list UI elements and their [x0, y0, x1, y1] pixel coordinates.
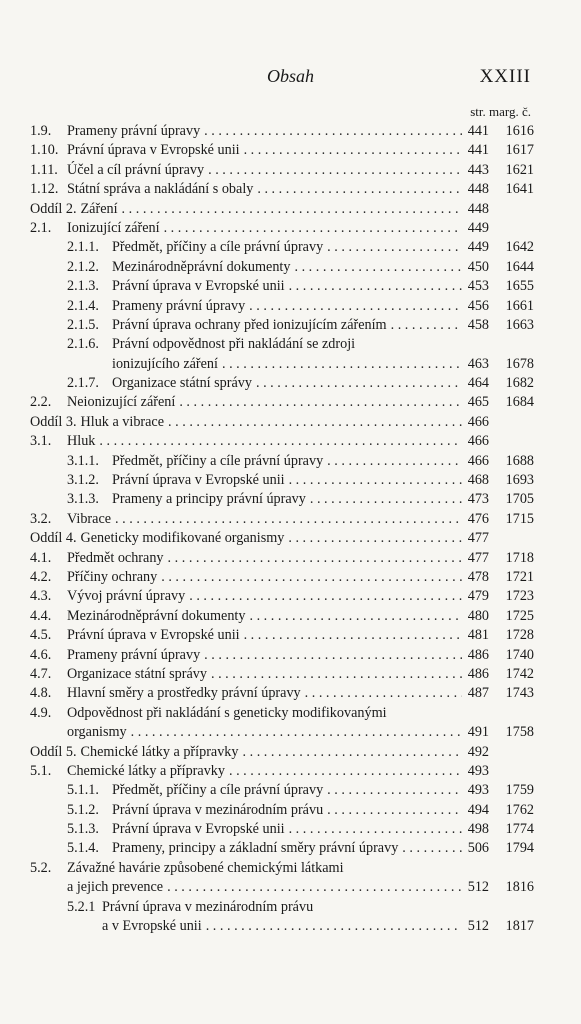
- dot-leader: [122, 200, 462, 219]
- toc-entry-title: Organizace státní správy: [67, 665, 207, 682]
- toc-entry-page: 465: [467, 394, 489, 411]
- dot-leader: [99, 432, 462, 451]
- toc-entry-margin-number: 1742: [505, 665, 534, 682]
- toc-entry-number: 4.9.: [30, 704, 52, 721]
- toc-entry: [30, 335, 534, 354]
- toc-entry-number: 3.1.3.: [67, 491, 99, 508]
- toc-entry: [30, 393, 534, 412]
- toc-entry: [30, 316, 534, 335]
- toc-entry-title: a v Evropské unii: [102, 918, 202, 935]
- toc-entry-title: ionizujícího záření: [112, 355, 218, 372]
- toc-entry-title: Příčiny ochrany: [67, 568, 158, 585]
- toc-entry-number: 1.12.: [30, 181, 59, 198]
- toc-entry: [30, 917, 534, 936]
- toc-entry-number: 2.2.: [30, 394, 52, 411]
- toc-entry-title: Právní úprava v Evropské unii: [112, 278, 285, 295]
- toc-entry-margin-number: 1718: [505, 549, 534, 566]
- toc-entry: [30, 607, 534, 626]
- dot-leader: [327, 781, 462, 800]
- toc-entry: [30, 490, 534, 509]
- toc-entry-page: 441: [467, 123, 489, 139]
- toc-entry-page: 493: [467, 782, 489, 799]
- toc-entry-number: 5.1.1.: [67, 782, 99, 799]
- dot-leader: [244, 626, 462, 645]
- toc-entry-page: 466: [467, 452, 489, 469]
- toc-entry: [30, 161, 534, 180]
- toc-entry: [30, 529, 534, 548]
- toc-entry-title: Právní úprava v Evropské unii: [67, 142, 240, 159]
- dot-leader: [402, 839, 462, 858]
- toc-entry-number: 4.7.: [30, 665, 52, 682]
- toc-entry-page: 476: [467, 510, 489, 527]
- toc-entry-page: 468: [467, 472, 489, 489]
- toc-entry-number: 2.1.4.: [67, 297, 99, 314]
- toc-entry-margin-number: 1743: [505, 685, 534, 702]
- toc-entry-number: Oddíl 3.: [30, 413, 77, 430]
- toc-entry-number: 4.5.: [30, 627, 52, 644]
- toc-entry-title: Záření: [80, 200, 118, 217]
- toc-entry-title: Chemické látky a přípravky: [67, 762, 225, 779]
- toc-entry-number: Oddíl 5.: [30, 743, 77, 760]
- toc-entry-number: 5.2.: [30, 859, 52, 876]
- toc-entry-margin-number: 1616: [505, 123, 534, 139]
- toc-entry-margin-number: 1728: [505, 627, 534, 644]
- toc-entry-title: Předmět, příčiny a cíle právní úpravy: [112, 452, 324, 469]
- toc-entry-title: Chemické látky a přípravky: [80, 743, 239, 760]
- toc-entry-margin-number: 1723: [505, 588, 534, 605]
- toc-entry-number: 2.1.: [30, 219, 52, 236]
- toc-entry-margin-number: 1758: [505, 724, 534, 741]
- toc-entry-number: 3.1.: [30, 433, 52, 450]
- toc-entry-margin-number: 1794: [505, 840, 534, 857]
- toc-entry-page: 473: [467, 491, 489, 508]
- toc-entry-number: 4.4.: [30, 607, 52, 624]
- toc-entry-title: Právní úprava v Evropské unii: [112, 821, 285, 838]
- page-number: XXIII: [479, 66, 531, 87]
- toc-entry-page: 463: [467, 355, 489, 372]
- toc-entry: [30, 781, 534, 800]
- toc-entry-number: 2.1.2.: [67, 258, 99, 275]
- toc-entry-page: 456: [467, 297, 489, 314]
- toc-entry-number: 2.1.7.: [67, 375, 99, 392]
- toc-entry: [30, 122, 534, 141]
- toc-entry-number: 4.6.: [30, 646, 52, 663]
- toc-entry: [30, 568, 534, 587]
- toc-entry-title: Vibrace: [67, 510, 112, 527]
- toc-entry-title: Právní úprava v Evropské unii: [112, 472, 285, 489]
- toc-entry: [30, 413, 534, 432]
- dot-leader: [289, 820, 462, 839]
- toc-entry-number: 1.10.: [30, 142, 59, 159]
- toc-entry-page: 486: [467, 665, 489, 682]
- toc-entry-title: Státní správa a nakládání s obaly: [67, 181, 254, 198]
- toc-entry-title: Prameny, principy a základní směry právní úpravy: [112, 840, 399, 857]
- toc-entry: [30, 898, 534, 917]
- toc-entry: [30, 859, 534, 878]
- toc-entry-page: 448: [467, 200, 489, 217]
- dot-leader: [206, 917, 462, 936]
- dot-leader: [327, 238, 462, 257]
- toc-entry-number: 2.1.6.: [67, 336, 99, 353]
- toc-entry-page: 487: [467, 685, 489, 702]
- toc-entry-page: 479: [467, 588, 489, 605]
- dot-leader: [161, 568, 462, 587]
- toc-entry: [30, 549, 534, 568]
- toc-entry-number: 1.9.: [30, 123, 52, 139]
- toc-entry-title: Vývoj právní úpravy: [67, 588, 186, 605]
- toc-entry-margin-number: 1705: [505, 491, 534, 508]
- toc-entry-number: 4.1.: [30, 549, 52, 566]
- toc-entry: [30, 180, 534, 199]
- toc-entry-title: Právní úprava ochrany před ionizujícím zářením: [112, 316, 387, 333]
- toc-entry-page: 492: [467, 743, 489, 760]
- dot-leader: [204, 122, 462, 141]
- toc-entry-margin-number: 1661: [505, 297, 534, 314]
- toc-entry: [30, 587, 534, 606]
- dot-leader: [244, 141, 462, 160]
- toc-entry: [30, 704, 534, 723]
- toc-entry-margin-number: 1721: [505, 568, 534, 585]
- toc-entry-title: Prameny a principy právní úpravy: [112, 491, 306, 508]
- dot-leader: [131, 723, 462, 742]
- toc-entry-page: 448: [467, 181, 489, 198]
- dot-leader: [229, 762, 462, 781]
- toc-entry-page: 494: [467, 801, 489, 818]
- toc-entry-margin-number: 1644: [505, 258, 534, 275]
- dot-leader: [327, 801, 462, 820]
- dot-leader: [305, 684, 462, 703]
- toc-entry-title: Právní úprava v mezinárodním právu: [112, 801, 324, 818]
- toc-entry-margin-number: 1715: [505, 510, 534, 527]
- toc-entry-margin-number: 1816: [505, 879, 534, 896]
- toc-entry-number: 5.1.: [30, 762, 52, 779]
- toc-entry-number: 4.8.: [30, 685, 52, 702]
- toc-entry: [30, 471, 534, 490]
- dot-leader: [289, 277, 462, 296]
- dot-leader: [243, 743, 463, 762]
- toc-entry-number: 3.2.: [30, 510, 52, 527]
- toc-entry-page: 480: [467, 607, 489, 624]
- toc-entry: [30, 626, 534, 645]
- toc-entry: [30, 374, 534, 393]
- toc-entry-page: 506: [467, 840, 489, 857]
- toc-entry-margin-number: 1817: [505, 918, 534, 935]
- dot-leader: [249, 607, 462, 626]
- toc-entry-title: Předmět, příčiny a cíle právní úpravy: [112, 239, 324, 256]
- dot-leader: [211, 665, 462, 684]
- toc-entry-margin-number: 1693: [505, 472, 534, 489]
- toc-entry-page: 478: [467, 568, 489, 585]
- dot-leader: [179, 393, 462, 412]
- toc-entry: [30, 238, 534, 257]
- dot-leader: [257, 180, 462, 199]
- toc-entry: [30, 723, 534, 742]
- toc-entry: [30, 878, 534, 897]
- toc-entry-page: 466: [467, 433, 489, 450]
- toc-entry: [30, 839, 534, 858]
- dot-leader: [249, 297, 462, 316]
- dot-leader: [310, 490, 462, 509]
- toc-entry-margin-number: 1762: [505, 801, 534, 818]
- toc-entry-number: 2.1.3.: [67, 278, 99, 295]
- toc-entry-page: 441: [467, 142, 489, 159]
- toc-entry-number: 3.1.2.: [67, 472, 99, 489]
- toc-entry-title: Účel a cíl právní úpravy: [67, 161, 205, 178]
- dot-leader: [256, 374, 462, 393]
- toc-entry: [30, 665, 534, 684]
- table-of-contents: [30, 122, 534, 936]
- dot-leader: [167, 878, 462, 897]
- toc-entry-title: Mezinárodněprávní dokumenty: [112, 258, 291, 275]
- toc-entry-page: 464: [467, 375, 489, 392]
- toc-entry-title: Mezinárodněprávní dokumenty: [67, 607, 246, 624]
- toc-entry-number: 2.1.5.: [67, 316, 99, 333]
- toc-entry-title: Prameny právní úpravy: [112, 297, 246, 314]
- toc-entry-page: 477: [467, 530, 489, 547]
- toc-entry-number: 5.1.3.: [67, 821, 99, 838]
- toc-entry: [30, 510, 534, 529]
- toc-entry-page: 443: [467, 161, 489, 178]
- toc-entry-page: 486: [467, 646, 489, 663]
- toc-entry: [30, 141, 534, 160]
- toc-entry: [30, 258, 534, 277]
- dot-leader: [204, 646, 462, 665]
- toc-entry-page: 450: [467, 258, 489, 275]
- toc-entry-number: Oddíl 2.: [30, 200, 77, 217]
- dot-leader: [115, 510, 462, 529]
- toc-entry: [30, 743, 534, 762]
- dot-leader: [222, 355, 462, 374]
- toc-entry-title: Závažné havárie způsobené chemickými látkami: [67, 859, 344, 876]
- toc-entry-margin-number: 1663: [505, 316, 534, 333]
- toc-entry-margin-number: 1617: [505, 142, 534, 159]
- toc-entry: [30, 452, 534, 471]
- toc-entry-page: 453: [467, 278, 489, 295]
- toc-entry: [30, 820, 534, 839]
- toc-entry-title: a jejich prevence: [67, 879, 164, 896]
- toc-entry: [30, 297, 534, 316]
- toc-entry-page: 449: [467, 239, 489, 256]
- toc-entry: [30, 200, 534, 219]
- toc-entry-margin-number: 1759: [505, 782, 534, 799]
- toc-entry-title: Hluk a vibrace: [80, 413, 165, 430]
- toc-entry-margin-number: 1688: [505, 452, 534, 469]
- toc-entry-number: 5.1.2.: [67, 801, 99, 818]
- toc-entry-title: Neionizující záření: [67, 394, 176, 411]
- toc-entry-margin-number: 1774: [505, 821, 534, 838]
- toc-entry: [30, 762, 534, 781]
- toc-entry-number: 1.11.: [30, 161, 58, 178]
- toc-entry-margin-number: 1642: [505, 239, 534, 256]
- toc-entry-number: 4.2.: [30, 568, 52, 585]
- toc-entry-page: 512: [467, 918, 489, 935]
- toc-entry-margin-number: 1684: [505, 394, 534, 411]
- toc-entry-title: Ionizující záření: [67, 219, 160, 236]
- toc-entry: [30, 684, 534, 703]
- toc-entry-page: 512: [467, 879, 489, 896]
- toc-entry-page: 481: [467, 627, 489, 644]
- dot-leader: [189, 587, 462, 606]
- toc-entry-page: 477: [467, 549, 489, 566]
- toc-entry: [30, 432, 534, 451]
- dot-leader: [289, 471, 462, 490]
- dot-leader: [164, 219, 462, 238]
- dot-leader: [168, 413, 462, 432]
- toc-entry-number: Oddíl 4.: [30, 530, 77, 547]
- toc-entry-title: Organizace státní správy: [112, 375, 252, 392]
- toc-entry-margin-number: 1682: [505, 375, 534, 392]
- toc-entry-title: Odpovědnost při nakládání s geneticky modifikovanými: [67, 704, 387, 721]
- toc-entry-number: 4.3.: [30, 588, 52, 605]
- toc-entry-page: 493: [467, 762, 489, 779]
- toc-entry-margin-number: 1678: [505, 355, 534, 372]
- toc-entry-title: Prameny právní úpravy: [67, 123, 201, 139]
- toc-entry-title: Předmět, příčiny a cíle právní úpravy: [112, 782, 324, 799]
- dot-leader: [391, 316, 462, 335]
- toc-entry-number: 3.1.1.: [67, 452, 99, 469]
- toc-entry: [30, 646, 534, 665]
- toc-entry-page: 449: [467, 219, 489, 236]
- toc-entry-page: 491: [467, 724, 489, 741]
- dot-leader: [208, 161, 462, 180]
- toc-entry-page: 458: [467, 316, 489, 333]
- toc-entry-margin-number: 1621: [505, 161, 534, 178]
- toc-entry-number: 5.1.4.: [67, 840, 99, 857]
- toc-entry-title: Předmět ochrany: [67, 549, 164, 566]
- toc-entry-title: Hluk: [67, 433, 96, 450]
- column-header: str. marg. č.: [470, 104, 531, 119]
- toc-entry-page: 466: [467, 413, 489, 430]
- toc-entry-title: Prameny právní úpravy: [67, 646, 201, 663]
- toc-entry-title: Právní úprava v mezinárodním právu: [102, 898, 314, 915]
- page-title: Obsah: [266, 66, 314, 86]
- dot-leader: [327, 452, 462, 471]
- toc-entry-number: 2.1.1.: [67, 239, 99, 256]
- toc-entry-number: 5.2.1: [67, 898, 96, 915]
- toc-entry-title: Právní úprava v Evropské unii: [67, 627, 240, 644]
- toc-entry-title: organismy: [67, 724, 127, 741]
- dot-leader: [294, 258, 462, 277]
- toc-entry-margin-number: 1740: [505, 646, 534, 663]
- toc-entry: [30, 277, 534, 296]
- toc-entry-page: 498: [467, 821, 489, 838]
- toc-entry-title: Hlavní směry a prostředky právní úpravy: [67, 685, 301, 702]
- toc-entry: [30, 355, 534, 374]
- toc-entry-margin-number: 1655: [505, 278, 534, 295]
- dot-leader: [168, 549, 462, 568]
- toc-entry: [30, 801, 534, 820]
- toc-entry-margin-number: 1641: [505, 181, 534, 198]
- toc-entry-margin-number: 1725: [505, 607, 534, 624]
- toc-entry: [30, 219, 534, 238]
- dot-leader: [288, 529, 462, 548]
- toc-entry-title: Geneticky modifikované organismy: [80, 530, 285, 547]
- toc-entry-title: Právní odpovědnost při nakládání se zdroji: [112, 336, 356, 353]
